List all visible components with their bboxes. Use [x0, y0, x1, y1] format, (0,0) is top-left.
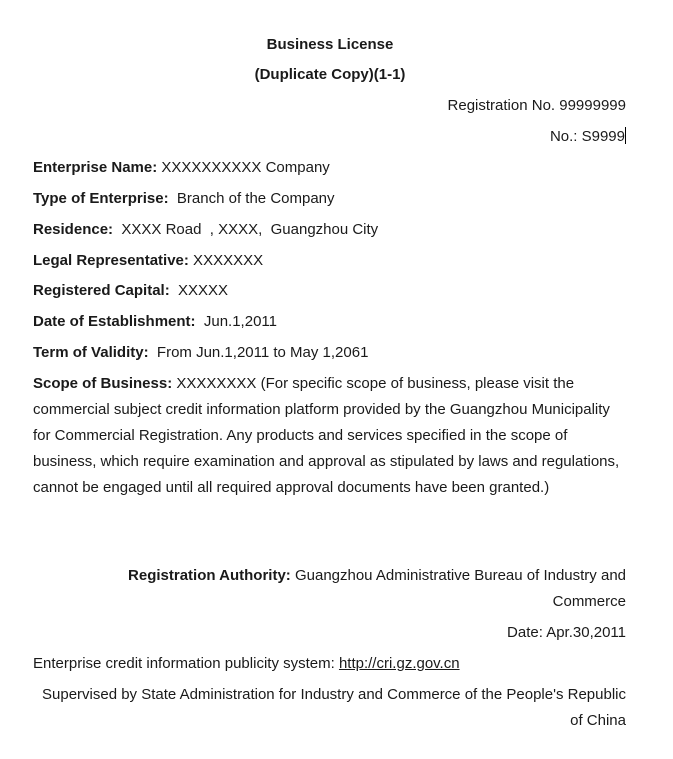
serial-number-row[interactable]: [550, 127, 626, 147]
field-type-of-enterprise: [33, 189, 335, 209]
registration-authority: [66, 563, 626, 615]
field-value: Branch of the Company: [168, 190, 335, 207]
text-cursor: [625, 127, 626, 144]
field-value: Guangzhou Administrative Bureau of Industry and Commerce: [290, 567, 626, 610]
issue-date: Date: Apr.30,2011: [507, 624, 626, 641]
field-enterprise-name: [33, 158, 330, 178]
field-scope-of-business: [33, 371, 626, 501]
document-title: Business License: [266, 36, 394, 53]
field-value: XXXXXXX: [188, 252, 264, 269]
field-value: XXXXX: [169, 282, 229, 299]
field-label: Type of Enterprise:: [33, 190, 169, 207]
document-subtitle: (Duplicate Copy)(1-1): [254, 66, 406, 83]
publicity-url-link[interactable]: http://cri.gz.gov.cn: [338, 655, 460, 672]
field-residence: [33, 220, 378, 240]
field-value: XXXX Road , XXXX, Guangzhou City: [113, 221, 379, 238]
field-label: Registration Authority:: [128, 567, 291, 584]
serial-number: No.: S9999: [549, 128, 625, 145]
field-value: Jun.1,2011: [195, 313, 277, 330]
field-value: XXXXXXXXXX Company: [157, 159, 330, 176]
field-label: Residence:: [33, 221, 114, 238]
field-value: XXXXXXXX (For specific scope of business, please visit the commercial subject credit information platform provided by the Guangzhou Municipality for Commercial Registration. Any products and services specified in the scope of business, which require examination and approval as stipulated by laws and regulations, cannot be engaged until all required approval documents have been granted.): [33, 375, 620, 496]
field-date-of-establishment: [33, 312, 277, 332]
field-label: Enterprise Name:: [33, 159, 158, 176]
field-legal-representative: [33, 251, 263, 271]
field-registered-capital: [33, 281, 228, 301]
field-label: Term of Validity:: [33, 344, 149, 361]
field-label: Scope of Business:: [33, 375, 173, 392]
field-label: Registered Capital:: [33, 282, 170, 299]
field-label: Date of Establishment:: [33, 313, 196, 330]
field-term-of-validity: [33, 343, 368, 363]
field-label: Legal Representative:: [33, 252, 189, 269]
registration-number: Registration No. 99999999: [447, 97, 626, 114]
supervision-note: Supervised by State Administration for Industry and Commerce of the People's Republic of China: [42, 686, 626, 729]
publicity-system: [33, 654, 460, 674]
publicity-label: Enterprise credit information publicity system:: [33, 655, 339, 672]
field-value: From Jun.1,2011 to May 1,2061: [148, 344, 369, 361]
